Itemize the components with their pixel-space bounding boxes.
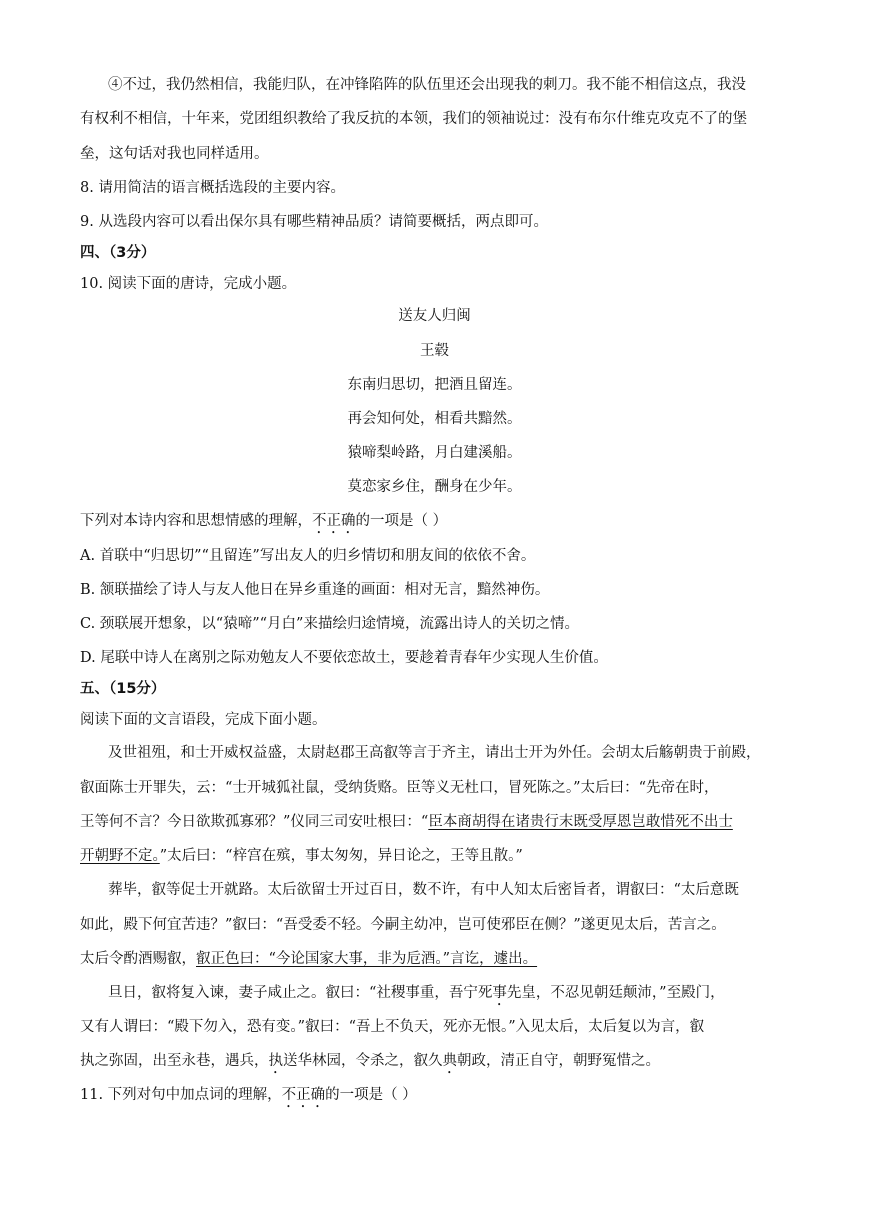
section-5-intro: 阅读下面的文言语段，完成下面小题。 [80, 712, 327, 728]
classical-text-line: 又有人谓曰：“殿下勿入，恐有变。”叡曰：“吾上不负天，死亦无恨。”入见太后，太后复以为言，叡 [80, 1019, 705, 1035]
emphasized-text: 不正确 [312, 513, 356, 529]
question-10: 10. 阅读下面的唐诗，完成小题。 [80, 276, 297, 292]
dotted-word: 典 [442, 1053, 457, 1069]
stem-text: 的一项是（ ） [325, 1087, 417, 1103]
question-11 [80, 1085, 417, 1111]
dotted-word: 事 [492, 985, 507, 1001]
classical-text-line [80, 949, 537, 969]
classical-text-line [80, 846, 523, 866]
classical-text-line [80, 812, 733, 832]
text: 先皇，不忍见朝廷颠沛，”至殿门， [506, 985, 725, 1001]
classical-text-line [108, 983, 725, 1009]
underlined-sentence: 臣本商胡得在诸贵行末既受厚恩岂敢惜死不出士 [428, 814, 733, 830]
stem-text: 11. 下列对句中加点词的理解， [80, 1087, 282, 1103]
passage-paragraph-4-line-3: 垒，这句话对我也同样适用。 [80, 146, 269, 162]
question-9: 9. 从选段内容可以看出保尔具有哪些精神品质？请简要概括，两点即可。 [80, 214, 548, 230]
classical-text-line: 及世祖殂，和士开威权益盛，太尉赵郡王高叡等言于齐主，请出士开为外任。会胡太后觞朝贵于前殿， [108, 745, 761, 761]
emphasized-text: 不正确 [281, 1087, 326, 1103]
text: 王等何不言？今日欲欺孤寡邪？”仪同三司安吐根曰：“ [80, 814, 429, 830]
underlined-sentence: 开朝野不定。 [80, 848, 160, 864]
text: 执之弥固，出至永巷，遇兵， [80, 1053, 269, 1069]
section-5-heading: 五、（15分） [80, 681, 166, 697]
text: 太后令酌酒赐叡， [80, 951, 196, 967]
poem-line: 东南归思切，把酒且留连。 [347, 377, 522, 393]
classical-text-line: 叡面陈士开罪失，云：“士开城狐社鼠，受纳货赂。臣等义无杜口，冒死陈之。”太后曰：“先帝在时， [80, 780, 719, 796]
classical-text-line [80, 1051, 660, 1077]
dotted-word: 执 [268, 1053, 283, 1069]
option-d: D. 尾联中诗人在离别之际劝勉友人不要依恋故土，要趁着青春年少实现人生价值。 [80, 650, 608, 666]
stem-text: 下列对本诗内容和思想情感的理解， [80, 513, 312, 529]
classical-text-line: 葬毕，叡等促士开就路。太后欲留士开过百日，数不许，有中人知太后密旨者，谓叡曰：“太后意既 [108, 882, 739, 898]
poem-author: 王毂 [420, 343, 449, 359]
poem-line: 莫恋家乡住，酬身在少年。 [347, 479, 522, 495]
text: ”太后曰：“梓宫在殡，事太匆匆，异日论之，王等且散。” [159, 848, 523, 864]
text: 旦日，叡将复入谏，妻子咸止之。叡曰：“社稷事重，吾宁死 [108, 985, 493, 1001]
classical-text-line: 如此，殿下何宜苦违？”叡曰：“吾受委不轻。今嗣主幼冲，岂可使邪臣在侧？”遂更见太后，苦言之。 [80, 917, 726, 933]
poem-title: 送友人归闽 [398, 308, 471, 324]
text: 送华林园，令杀之，叡久 [283, 1053, 443, 1069]
section-4-heading: 四、（3分） [80, 245, 156, 261]
question-10-stem [80, 511, 447, 537]
text: 朝政，清正自守，朝野冤惜之。 [457, 1053, 660, 1069]
poem-line: 猿啼梨岭路，月白建溪船。 [347, 445, 522, 461]
option-b: B. 颔联描绘了诗人与友人他日在异乡重逢的画面：相对无言，黯然神伤。 [80, 582, 550, 598]
stem-text: 的一项是（ ） [355, 513, 448, 529]
question-8: 8. 请用简洁的语言概括选段的主要内容。 [80, 180, 345, 196]
poem-line: 再会知何处，相看共黯然。 [347, 411, 522, 427]
passage-paragraph-4-line-1: ④不过，我仍然相信，我能归队，在冲锋陷阵的队伍里还会出现我的刺刀。我不能不相信这点，我没 [108, 77, 746, 93]
passage-paragraph-4-line-2: 有权利不相信，十年来，党团组织教给了我反抗的本领，我们的领袖说过：没有布尔什维克攻克不了的堡 [80, 111, 747, 127]
option-c: C. 颈联展开想象，以“猿啼”“月白”来描绘归途情境，流露出诗人的关切之情。 [80, 616, 579, 632]
option-a: A. 首联中“归思切”“且留连”写出友人的归乡情切和朋友间的依依不舍。 [80, 548, 536, 564]
underlined-sentence: 叡正色曰：“今论国家大事，非为卮酒。”言讫，遽出。 [196, 951, 538, 967]
